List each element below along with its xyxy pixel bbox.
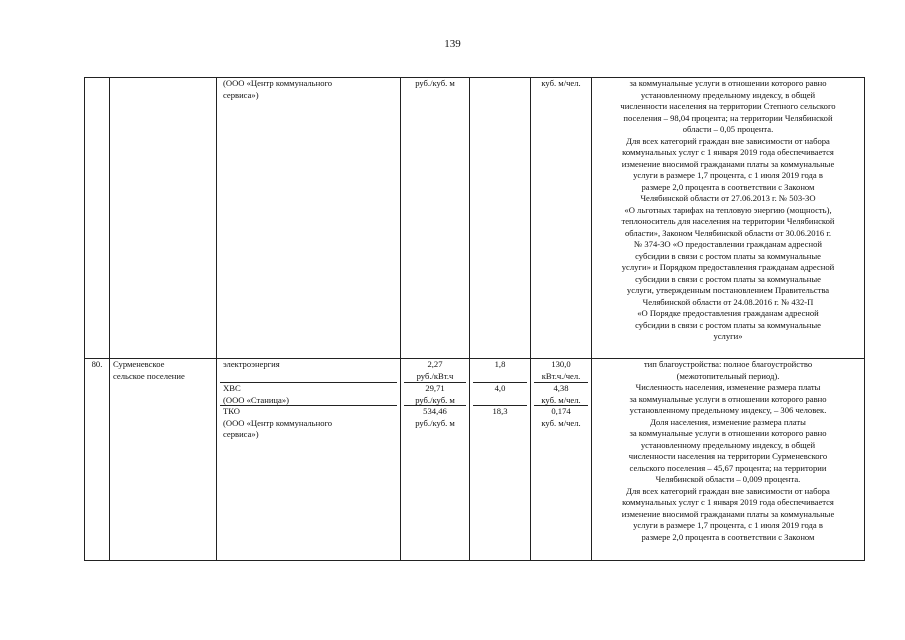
basis-line: услуги в размере 1,7 процента, с 1 июля 2019 года в xyxy=(633,520,823,530)
basis-line: численности населения на территории Сурменевского xyxy=(628,451,828,461)
basis-line: области – 0,05 процента. xyxy=(682,124,774,134)
basis-line: поселения – 98,04 процента; на территории Челябинской xyxy=(623,112,833,123)
basis-line: субсидии в связи с ростом платы за коммунальные xyxy=(635,250,821,261)
norm-cell xyxy=(531,78,592,359)
resource-line: ХВС xyxy=(223,383,241,393)
resource-line: (ООО «Центр коммунального xyxy=(223,78,333,88)
basis-line: тип благоустройства: полное благоустройство xyxy=(643,359,813,369)
basis-line: установленному предельному индексу, в общей xyxy=(640,89,816,100)
table-body xyxy=(85,78,865,561)
norm-line: 4,38 xyxy=(553,383,569,393)
basis-line: субсидии в связи с ростом платы за коммунальные xyxy=(635,273,821,284)
tariff-cell-item xyxy=(404,359,466,382)
basis-line: коммунальных услуг с 1 января 2019 года обеспечивается xyxy=(622,497,834,507)
basis-line: (межотопительный период). xyxy=(676,370,780,381)
tariff-cell-item xyxy=(404,78,466,90)
resource-cell-item xyxy=(220,382,397,405)
tariff-table xyxy=(84,77,865,561)
rate-cell-item xyxy=(473,382,527,405)
resource-cell xyxy=(217,78,401,359)
norm-line: куб. м/чел. xyxy=(541,417,581,428)
tariff-cell-item xyxy=(404,382,466,405)
tariff-line: руб./куб. м xyxy=(415,417,455,428)
basis-line: № 374-ЗО «О предоставлении гражданам адресной xyxy=(634,239,822,249)
rate-line: 18,3 xyxy=(492,406,508,416)
basis-line: услуги» и Порядком предоставления гражданам адресной xyxy=(621,262,835,272)
rate-cell-item xyxy=(473,359,527,382)
basis-line: субсидии в связи с ростом платы за коммунальные xyxy=(635,319,821,330)
resource-line: электроэнергия xyxy=(223,359,280,369)
basis-line: установленному предельному индексу, в общей xyxy=(640,439,816,450)
rate-cell-item xyxy=(473,405,527,440)
tariff-line: 534,46 xyxy=(423,406,447,416)
basis-line: за коммунальные услуги в отношении которого равно xyxy=(629,428,827,438)
basis-line: «О Порядке предоставления гражданам адресной xyxy=(637,308,819,318)
basis-line: услуги в размере 1,7 процента, с 1 июля 2019 года в xyxy=(633,170,823,180)
basis-line: услуги, утвержденным постановлением Правительства xyxy=(626,285,830,295)
basis-line: изменение вносимой гражданами платы за коммунальные xyxy=(621,158,835,169)
row-number-cell: 80. xyxy=(85,359,110,561)
tariff-line: 29,71 xyxy=(425,383,445,393)
norm-line: кВт.ч./чел. xyxy=(541,370,581,381)
resource-line: (ООО «Станица») xyxy=(223,394,289,405)
norm-line: куб. м/чел. xyxy=(541,394,581,405)
resource-line: сервиса») xyxy=(223,89,259,100)
norm-cell xyxy=(531,359,592,561)
basis-line: теплоноситель для населения на территории Челябинской xyxy=(621,216,835,226)
row-number-cell xyxy=(85,78,110,359)
settlement-cell xyxy=(110,78,217,359)
basis-line: размере 2,0 процента в соответствии с Законом xyxy=(641,531,815,542)
basis-cell xyxy=(592,359,865,561)
norm-cell-item xyxy=(534,382,588,405)
basis-line: услуги» xyxy=(713,331,743,341)
rate-cell xyxy=(470,78,531,359)
basis-line: сельского поселения – 45,67 процента; на территории xyxy=(629,462,827,473)
basis-line: Численность населения, изменение размера платы xyxy=(635,382,821,392)
resource-cell-item xyxy=(220,405,397,440)
norm-cell-item xyxy=(534,359,588,382)
resource-cell xyxy=(217,359,401,561)
basis-line: «О льготных тарифах на тепловую энергию (мощность), xyxy=(624,204,832,215)
resource-cell-item xyxy=(220,78,397,101)
resource-line: (ООО «Центр коммунального xyxy=(223,417,333,428)
norm-cell-item xyxy=(534,78,588,90)
resource-line: сервиса») xyxy=(223,429,259,439)
rate-line: 4,0 xyxy=(494,383,506,393)
table-row xyxy=(85,78,865,359)
basis-line: области», Законом Челябинской области от 30.06.2016 г. xyxy=(624,227,832,238)
norm-line: куб. м/чел. xyxy=(541,78,581,88)
settlement-cell xyxy=(110,359,217,561)
basis-line: за коммунальные услуги в отношении которого равно xyxy=(629,78,827,88)
tariff-cell xyxy=(401,78,470,359)
basis-line: изменение вносимой гражданами платы за коммунальные xyxy=(621,508,835,519)
basis-line: установленному предельному индексу, – 306 человек. xyxy=(629,405,827,415)
norm-cell-item xyxy=(534,405,588,440)
basis-line: размере 2,0 процента в соответствии с Законом xyxy=(641,181,815,192)
basis-line: Челябинской области – 0,009 процента. xyxy=(655,474,801,484)
settlement-line: Сурменевское xyxy=(113,359,165,369)
resource-cell-item xyxy=(220,359,397,382)
basis-line: Доля населения, изменение размера платы xyxy=(650,416,806,427)
basis-line: численности населения на территории Степного сельского xyxy=(620,101,836,111)
basis-line: коммунальных услуг с 1 января 2019 года обеспечивается xyxy=(622,147,834,157)
rate-cell xyxy=(470,359,531,561)
basis-line: Челябинской области от 27.06.2013 г. № 503-ЗО xyxy=(640,193,816,203)
table-row xyxy=(85,359,865,561)
basis-cell xyxy=(592,78,865,359)
tariff-line: 2,27 xyxy=(427,359,443,369)
tariff-cell xyxy=(401,359,470,561)
settlement-line: сельское поселение xyxy=(113,370,185,381)
tariff-line: руб./куб. м xyxy=(415,78,455,88)
tariff-line: руб./кВт.ч xyxy=(416,370,454,381)
page-number: 139 xyxy=(444,38,461,50)
basis-line: Для всех категорий граждан вне зависимости от набора xyxy=(626,135,830,146)
basis-line: Для всех категорий граждан вне зависимости от набора xyxy=(626,485,830,496)
rate-line: 1,8 xyxy=(494,359,506,369)
norm-line: 130,0 xyxy=(551,359,571,369)
tariff-line: руб./куб. м xyxy=(415,394,455,405)
basis-line: за коммунальные услуги в отношении которого равно xyxy=(629,393,827,404)
resource-line: ТКО xyxy=(223,406,240,416)
tariff-cell-item xyxy=(404,405,466,440)
norm-line: 0,174 xyxy=(551,406,571,416)
basis-line: Челябинской области от 24.08.2016 г. № 432-П xyxy=(642,296,814,307)
